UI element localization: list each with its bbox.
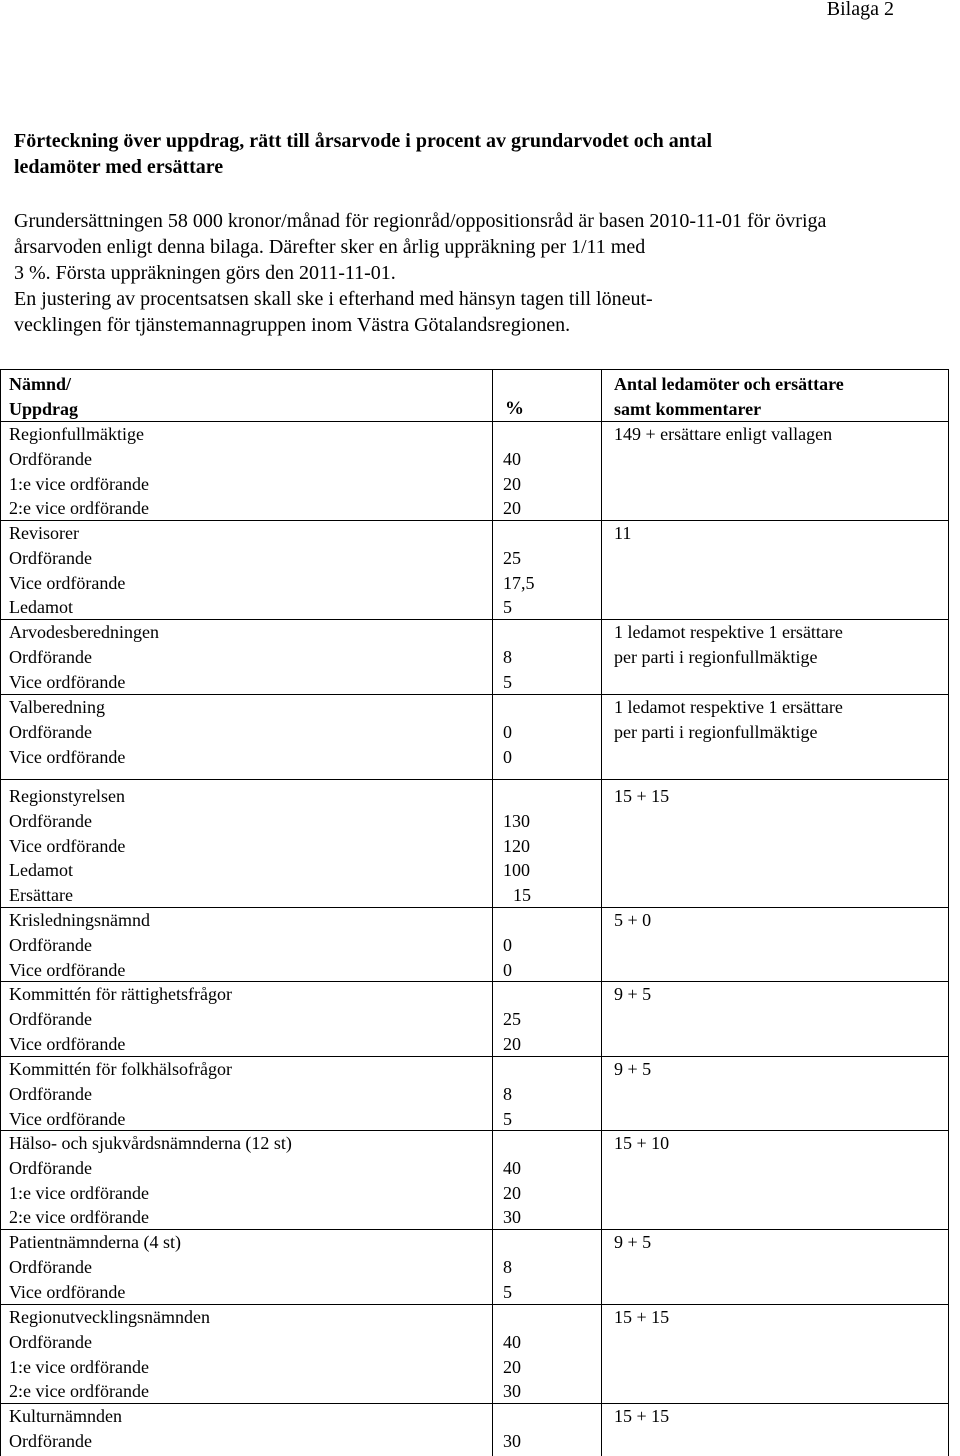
percent-value: 20 <box>503 1182 521 1203</box>
intro-paragraph <box>14 208 960 338</box>
header-nämnd: Nämnd/ <box>9 374 72 394</box>
role-label: 1:e vice ordförande <box>9 473 149 494</box>
percent-value: 30 <box>503 1207 521 1228</box>
percent-value: 30 <box>503 1381 521 1402</box>
percent-value: 20 <box>503 473 521 494</box>
percent-value: 20 <box>503 1356 521 1377</box>
role-label: Ordförande <box>9 1430 92 1451</box>
intro-line: Grundersättningen 58 000 kronor/månad för regionråd/oppositionsråd är basen 2010-11-01 för övriga <box>14 210 827 232</box>
role-label: Ordförande <box>9 810 92 831</box>
section-title-revisorer: Revisorer <box>9 523 79 543</box>
page-label: Bilaga 2 <box>826 0 894 20</box>
section-title-kommitt-n-för-rättighetsfrågor: Kommittén för rättighetsfrågor <box>9 984 232 1004</box>
percent-value: 0 <box>503 934 512 955</box>
role-label: Ersättare <box>9 885 73 906</box>
column-divider <box>492 370 493 1456</box>
assignments-table <box>0 369 949 1456</box>
percent-value: 20 <box>503 498 521 519</box>
section-comment: 15 + 15 <box>614 1406 670 1426</box>
percent-value: 40 <box>503 1157 521 1178</box>
percent-value: 20 <box>503 1033 521 1054</box>
percent-value: 5 <box>503 1281 512 1302</box>
role-label: 2:e vice ordförande <box>9 1381 149 1402</box>
percent-value: 8 <box>503 1256 512 1277</box>
percent-value: 5 <box>503 597 512 618</box>
role-label: Ordförande <box>9 1331 92 1352</box>
section-comment: 1 ledamot respektive 1 ersättare <box>614 697 843 717</box>
role-label: Ordförande <box>9 934 92 955</box>
role-label: 1:e vice ordförande <box>9 1182 149 1203</box>
section-comment: 1 ledamot respektive 1 ersättare <box>614 622 843 642</box>
percent-value: 0 <box>503 959 512 980</box>
intro-line: En justering av procentsatsen skall ske i efterhand med hänsyn tagen till löneut- <box>14 288 653 310</box>
section-comment: 9 + 5 <box>614 1059 652 1079</box>
header-percent: % <box>505 398 524 419</box>
header-antal: Antal ledamöter och ersättare <box>614 374 844 394</box>
role-label: Vice ordförande <box>9 1108 126 1129</box>
heading-line: ledamöter med ersättare <box>14 156 224 178</box>
heading-line: Förteckning över uppdrag, rätt till årsarvode i procent av grundarvodet och antal <box>14 130 713 152</box>
section-comment: 11 <box>614 523 632 543</box>
section-title-kommitt-n-för-folkhälsofrågor: Kommittén för folkhälsofrågor <box>9 1059 232 1079</box>
role-label: Vice ordförande <box>9 835 126 856</box>
section-title-hälso-och-sjukvårdsnämnderna-12-st: Hälso- och sjukvårdsnämnderna (12 st) <box>9 1133 292 1153</box>
percent-value: 40 <box>503 448 521 469</box>
section-comment: 15 + 15 <box>614 786 670 806</box>
section-comment: per parti i regionfullmäktige <box>614 646 818 667</box>
percent-value: 5 <box>503 671 512 692</box>
percent-value: 8 <box>503 646 512 667</box>
section-title-regionfullmäktige: Regionfullmäktige <box>9 424 144 444</box>
intro-line: årsarvoden enligt denna bilaga. Därefter sker en årlig uppräkning per 1/11 med <box>14 236 646 258</box>
intro-line: vecklingen för tjänstemannagruppen inom Västra Götalandsregionen. <box>14 314 571 336</box>
percent-value: 30 <box>503 1430 521 1451</box>
role-label: Ordförande <box>9 448 92 469</box>
percent-value: 0 <box>503 746 512 767</box>
section-title-kulturnämnden: Kulturnämnden <box>9 1406 122 1426</box>
intro-line: 3 %. Första uppräkningen görs den 2011-11-01. <box>14 262 396 284</box>
role-label: Vice ordförande <box>9 1281 126 1302</box>
percent-value: 40 <box>503 1331 521 1352</box>
role-label: Vice ordförande <box>9 671 126 692</box>
role-label: 2:e vice ordförande <box>9 1207 149 1228</box>
header-uppdrag: Uppdrag <box>9 399 79 419</box>
section-title-regionstyrelsen: Regionstyrelsen <box>9 786 125 806</box>
section-comment: 5 + 0 <box>614 910 652 930</box>
percent-value: 17,5 <box>503 572 535 593</box>
role-label: Ordförande <box>9 1008 92 1029</box>
role-label: 2:e vice ordförande <box>9 498 149 519</box>
header-kommentarer: samt kommentarer <box>614 399 762 419</box>
role-label: Ordförande <box>9 547 92 568</box>
section-comment: per parti i regionfullmäktige <box>614 721 818 742</box>
role-label: Vice ordförande <box>9 1033 126 1054</box>
percent-value: 25 <box>503 1008 521 1029</box>
section-title-valberedning: Valberedning <box>9 697 105 717</box>
role-label: Vice ordförande <box>9 959 126 980</box>
role-label: Ledamot <box>9 597 73 618</box>
document-heading <box>14 128 914 180</box>
role-label: 1:e vice ordförande <box>9 1356 149 1377</box>
section-comment: 15 + 15 <box>614 1307 670 1327</box>
row-divider <box>1 779 948 780</box>
column-divider <box>601 370 602 1456</box>
percent-value: 130 <box>503 810 530 831</box>
section-title-krisledningsnämnd: Krisledningsnämnd <box>9 910 150 930</box>
role-label: Ordförande <box>9 646 92 667</box>
percent-value: 25 <box>503 547 521 568</box>
percent-value: 8 <box>503 1083 512 1104</box>
percent-value: 15 <box>513 885 531 906</box>
section-title-arvodesberedningen: Arvodesberedningen <box>9 622 159 642</box>
section-title-patientnämnderna-4-st: Patientnämnderna (4 st) <box>9 1232 181 1252</box>
section-title-regionutvecklingsnämnden: Regionutvecklingsnämnden <box>9 1307 210 1327</box>
section-comment: 9 + 5 <box>614 1232 652 1252</box>
section-comment: 9 + 5 <box>614 984 652 1004</box>
section-comment: 15 + 10 <box>614 1133 670 1153</box>
role-label: Ordförande <box>9 1256 92 1277</box>
percent-value: 5 <box>503 1108 512 1129</box>
percent-value: 100 <box>503 860 530 881</box>
section-comment: 149 + ersättare enligt vallagen <box>614 424 833 444</box>
percent-value: 0 <box>503 721 512 742</box>
role-label: Ordförande <box>9 1083 92 1104</box>
role-label: Vice ordförande <box>9 572 126 593</box>
role-label: Ordförande <box>9 721 92 742</box>
role-label: Ledamot <box>9 860 73 881</box>
role-label: Vice ordförande <box>9 746 126 767</box>
percent-value: 120 <box>503 835 530 856</box>
role-label: Ordförande <box>9 1157 92 1178</box>
